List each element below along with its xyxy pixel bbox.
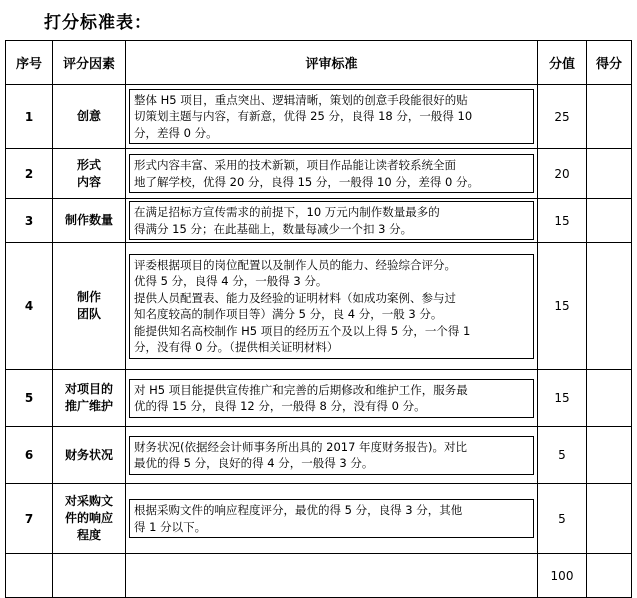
table-row — [6, 85, 632, 149]
total-row-factor-cell — [53, 554, 126, 598]
criteria-line: 得 1 分以下。 — [134, 519, 207, 534]
criteria-line: 地了解学校，优得 20 分，良得 15 分，一般得 10 分，差得 0 分。 — [134, 174, 479, 189]
table-row — [6, 427, 632, 484]
criteria-line: 财务状况(依据经会计师事务所出具的 2017 年度财务报告)。对比 — [134, 439, 468, 454]
factor-line: 对项目的 — [64, 382, 113, 396]
scoring-factor — [53, 199, 126, 243]
factor-line: 制作 — [76, 290, 101, 304]
score-obtained-cell — [587, 427, 632, 484]
score-obtained-cell — [587, 199, 632, 243]
score-obtained-cell — [587, 484, 632, 554]
score-obtained-cell — [587, 149, 632, 199]
table-row — [6, 243, 632, 370]
score-value: 5 — [538, 427, 587, 484]
criteria-text-box — [129, 154, 534, 193]
criteria-text-box — [129, 201, 534, 240]
criteria-cell — [126, 199, 538, 243]
criteria-line: 在满足招标方宣传需求的前提下，10 万元内制作数量最多的 — [134, 205, 440, 219]
factor-line: 团队 — [76, 307, 101, 321]
score-obtained-cell — [587, 370, 632, 427]
table-body — [6, 85, 632, 598]
criteria-line: 能提供知名高校制作 H5 项目的经历五个及以上得 5 分，一个得 1 — [134, 323, 471, 338]
row-number: 5 — [6, 370, 53, 427]
header-got: 得分 — [587, 41, 632, 85]
criteria-line: 提供人员配置表、能力及经验的证明材料（如成功案例、参与过 — [134, 290, 456, 305]
scoring-factor — [53, 484, 126, 554]
total-row — [6, 554, 632, 598]
factor-line: 创意 — [76, 109, 101, 123]
criteria-cell — [126, 427, 538, 484]
score-value: 15 — [538, 370, 587, 427]
header-criteria: 评审标准 — [126, 41, 538, 85]
total-score: 100 — [538, 554, 587, 598]
factor-line: 制作数量 — [64, 213, 113, 227]
scoring-factor — [53, 243, 126, 370]
criteria-line: 最优的得 5 分，良好的得 4 分，一般得 3 分。 — [134, 456, 374, 470]
criteria-text-box — [129, 89, 534, 145]
score-value: 15 — [538, 199, 587, 243]
criteria-cell — [126, 243, 538, 370]
criteria-line: 形式内容丰富、采用的技术新颖，项目作品能让读者较系统全面 — [134, 158, 456, 172]
criteria-line: 整体 H5 项目，重点突出、逻辑清晰，策划的创意手段能很好的贴 — [134, 92, 468, 107]
score-value: 5 — [538, 484, 587, 554]
scoring-factor — [53, 85, 126, 149]
score-table — [5, 40, 632, 598]
score-obtained-cell — [587, 243, 632, 370]
criteria-cell — [126, 370, 538, 427]
criteria-line: 得满分 15 分；在此基础上，数量每减少一个扣 3 分。 — [134, 221, 413, 236]
score-obtained-cell — [587, 85, 632, 149]
page-title: 打分标准表： — [44, 13, 152, 33]
criteria-line: 评委根据项目的岗位配置以及制作人员的能力、经验综合评分。 — [134, 257, 456, 272]
criteria-line: 分，差得 0 分。 — [134, 125, 218, 140]
factor-line: 对采购文 — [64, 494, 113, 508]
criteria-text-box — [129, 379, 534, 418]
criteria-line: 对 H5 项目能提供宣传推广和完善的后期修改和维护工作，服务最 — [134, 382, 468, 397]
header-factor: 评分因素 — [53, 41, 126, 85]
score-value: 15 — [538, 243, 587, 370]
factor-line: 财务状况 — [64, 447, 113, 462]
criteria-cell — [126, 484, 538, 554]
table-row — [6, 149, 632, 199]
table-header-row — [6, 41, 632, 85]
scoring-factor — [53, 149, 126, 199]
criteria-line: 切策划主题与内容，有新意，优得 25 分，良得 18 分，一般得 10 — [134, 109, 473, 124]
header-no: 序号 — [6, 41, 53, 85]
table-row — [6, 199, 632, 243]
criteria-cell — [126, 149, 538, 199]
score-value: 25 — [538, 85, 587, 149]
criteria-text-box — [129, 499, 534, 538]
factor-line: 程度 — [76, 528, 101, 542]
score-value: 20 — [538, 149, 587, 199]
factor-line: 推广维护 — [64, 399, 113, 413]
scoring-factor — [53, 427, 126, 484]
criteria-line: 优的得 15 分，良得 12 分，一般得 8 分，没有得 0 分。 — [134, 399, 426, 413]
row-number: 1 — [6, 85, 53, 149]
factor-line: 内容 — [76, 174, 101, 189]
row-number: 2 — [6, 149, 53, 199]
criteria-line: 知名度较高的制作项目等）满分 5 分，良 4 分，一般 3 分。 — [134, 307, 443, 321]
total-row-number-cell — [6, 554, 53, 598]
row-number: 6 — [6, 427, 53, 484]
total-row-criteria-cell — [126, 554, 538, 598]
factor-line: 件的响应 — [64, 511, 113, 525]
row-number: 7 — [6, 484, 53, 554]
table-row — [6, 484, 632, 554]
row-number: 3 — [6, 199, 53, 243]
row-number: 4 — [6, 243, 53, 370]
table-row — [6, 370, 632, 427]
scoring-factor — [53, 370, 126, 427]
criteria-line: 根据采购文件的响应程度评分，最优的得 5 分，良得 3 分，其他 — [134, 503, 463, 517]
criteria-text-box — [129, 436, 534, 475]
criteria-line: 分，没有得 0 分。（提供相关证明材料） — [134, 340, 339, 354]
factor-line: 形式 — [76, 157, 101, 172]
criteria-text-box — [129, 254, 534, 359]
criteria-cell — [126, 85, 538, 149]
header-score: 分值 — [538, 41, 587, 85]
criteria-line: 优得 5 分，良得 4 分，一般得 3 分。 — [134, 274, 328, 288]
total-row-got-cell — [587, 554, 632, 598]
